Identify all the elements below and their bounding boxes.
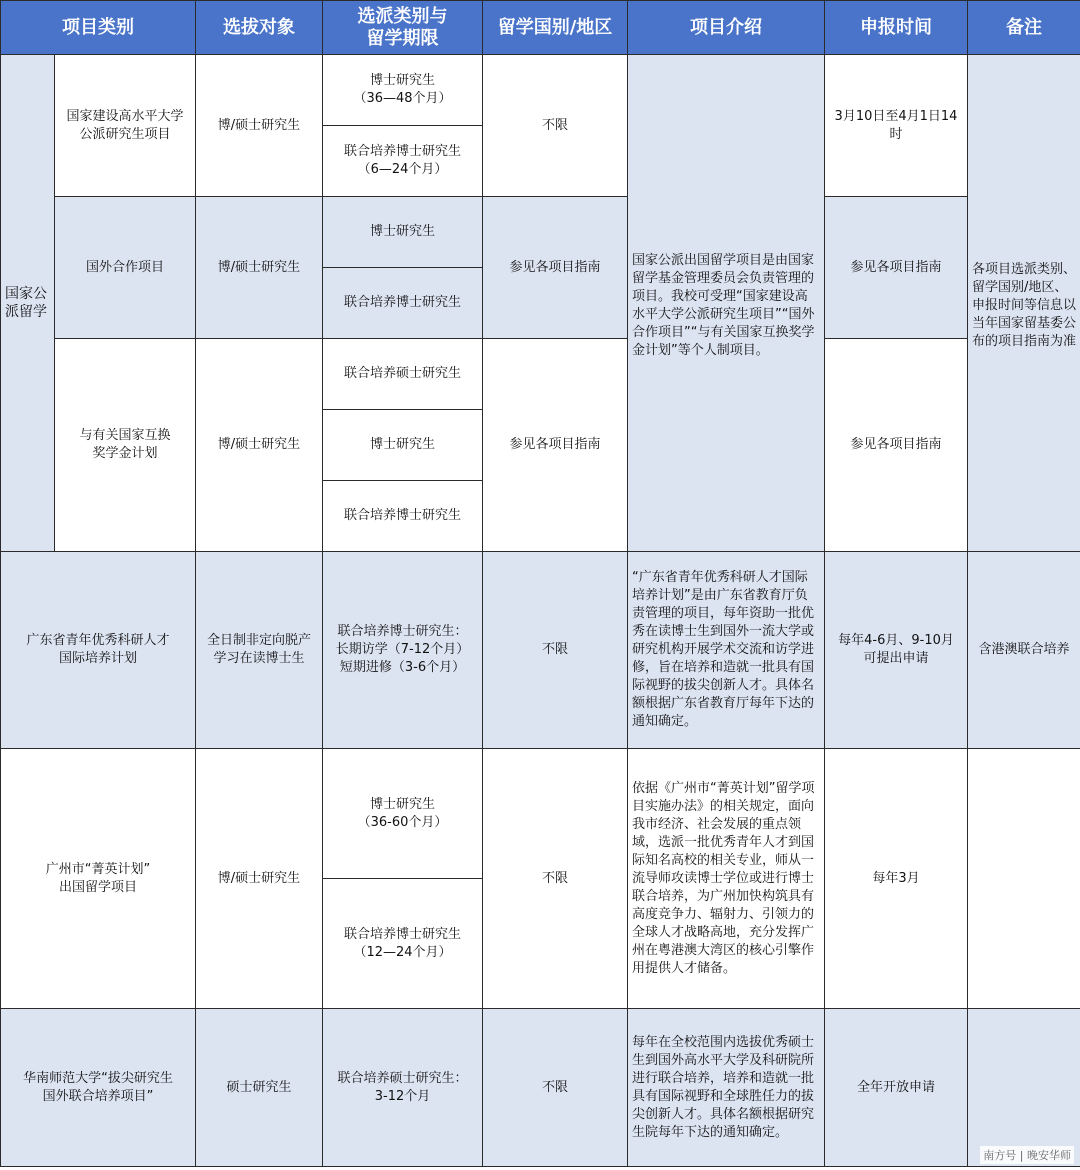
category-cell: 联合培养博士研究生： 长期访学（7-12个月） 短期进修（3-6个月）: [323, 552, 483, 749]
category-cell: 联合培养博士研究生 （12—24个月）: [323, 879, 483, 1009]
country-cell: 参见各项目指南: [483, 339, 628, 552]
project-name: 广州市“菁英计划” 出国留学项目: [1, 749, 196, 1009]
watermark-text: 南方号 | 晚安华师: [980, 1146, 1074, 1164]
time-cell: 参见各项目指南: [825, 197, 968, 339]
table-row: [1, 1009, 1080, 1167]
group-label: 国家公 派留学: [1, 55, 55, 552]
time-cell: 每年4-6月、9-10月 可提出申请: [825, 552, 968, 749]
intro-cell: “广东省青年优秀科研人才国际培养计划”是由广东省教育厅负责管理的项目，每年资助一批优秀在读博士生到国外一流大学或研究机构开展学术交流和访学进修，旨在培养和造就一批具有国际视野的拔尖创新人才。具体名额根据广东省教育厅每年下达的通知确定。: [628, 552, 825, 749]
table-row: [1, 339, 1080, 410]
target-cell: 硕士研究生: [196, 1009, 323, 1167]
header-time: 申报时间: [825, 1, 968, 55]
country-cell: 不限: [483, 1009, 628, 1167]
note-cell: [968, 1009, 1080, 1167]
category-cell: 联合培养博士研究生: [323, 481, 483, 552]
project-name: 与有关国家互换 奖学金计划: [55, 339, 196, 552]
note-cell: 含港澳联合培养: [968, 552, 1080, 749]
country-cell: 不限: [483, 55, 628, 197]
time-cell: 3月10日至4月1日14时: [825, 55, 968, 197]
note-cell: 各项目选派类别、留学国别/地区、申报时间等信息以当年国家留基委公布的项目指南为准: [968, 55, 1080, 552]
target-cell: 博/硕士研究生: [196, 55, 323, 197]
project-name: 国外合作项目: [55, 197, 196, 339]
category-cell: 博士研究生 （36-60个月）: [323, 749, 483, 879]
table-row: [1, 552, 1080, 749]
category-cell: 博士研究生: [323, 410, 483, 481]
header-country: 留学国别/地区: [483, 1, 628, 55]
target-cell: 博/硕士研究生: [196, 197, 323, 339]
header-intro: 项目介绍: [628, 1, 825, 55]
target-cell: 全日制非定向脱产 学习在读博士生: [196, 552, 323, 749]
category-cell: 博士研究生 （36—48个月）: [323, 55, 483, 126]
intro-cell: 每年在全校范围内选拔优秀硕士生到国外高水平大学及科研院所进行联合培养，培养和造就一批具有国际视野和全球胜任力的拔尖创新人才。具体名额根据研究生院每年下达的通知确定。: [628, 1009, 825, 1167]
note-cell: [968, 749, 1080, 1009]
category-cell: 博士研究生: [323, 197, 483, 268]
category-cell: 联合培养博士研究生 （6—24个月）: [323, 126, 483, 197]
project-name: 华南师范大学“拔尖研究生 国外联合培养项目”: [1, 1009, 196, 1167]
category-cell: 联合培养硕士研究生: [323, 339, 483, 410]
time-cell: 全年开放申请: [825, 1009, 968, 1167]
country-cell: 参见各项目指南: [483, 197, 628, 339]
intro-cell: 国家公派出国留学项目是由国家留学基金管理委员会负责管理的项目。我校可受理“国家建设高水平大学公派研究生项目”“国外合作项目”“与有关国家互换奖学金计划”等个人制项目。: [628, 55, 825, 552]
table-row: [1, 197, 1080, 268]
target-cell: 博/硕士研究生: [196, 339, 323, 552]
header-type-duration: 选派类别与 留学期限: [323, 1, 483, 55]
time-cell: 参见各项目指南: [825, 339, 968, 552]
project-name: 广东省青年优秀科研人才 国际培养计划: [1, 552, 196, 749]
header-category: 项目类别: [1, 1, 196, 55]
country-cell: 不限: [483, 552, 628, 749]
header-row: [1, 1, 1080, 55]
time-cell: 每年3月: [825, 749, 968, 1009]
header-note: 备注: [968, 1, 1080, 55]
category-cell: 联合培养博士研究生: [323, 268, 483, 339]
intro-cell: 依据《广州市“菁英计划”留学项目实施办法》的相关规定，面向我市经济、社会发展的重点领域，选派一批优秀青年人才到国际知名高校的相关专业，师从一流导师攻读博士学位或进行博士联合培养，为广州加快构筑具有高度竞争力、辐射力、引领力的全球人才战略高地，充分发挥广州在粤港澳大湾区的核心引擎作用提供人才储备。: [628, 749, 825, 1009]
table-row: [1, 749, 1080, 879]
country-cell: 不限: [483, 749, 628, 1009]
table-row: [1, 55, 1080, 126]
project-name: 国家建设高水平大学 公派研究生项目: [55, 55, 196, 197]
category-cell: 联合培养硕士研究生： 3-12个月: [323, 1009, 483, 1167]
target-cell: 博/硕士研究生: [196, 749, 323, 1009]
header-target: 选拔对象: [196, 1, 323, 55]
